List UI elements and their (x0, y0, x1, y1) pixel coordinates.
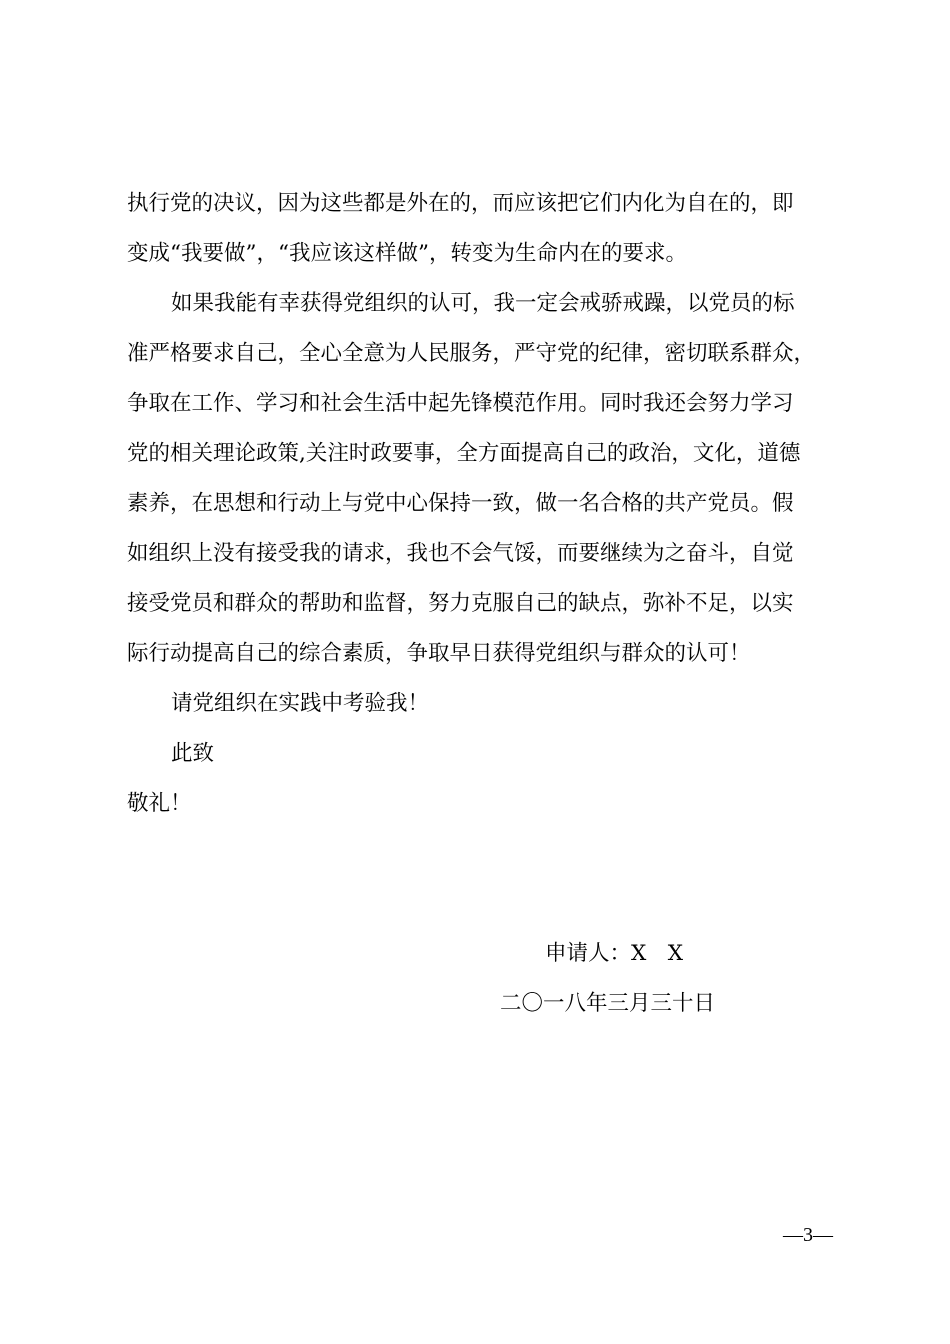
page-number: —3— (783, 1224, 833, 1246)
paragraph-2-line-6: 如组织上没有接受我的请求，我也不会气馁，而要继续为之奋斗，自觉 (127, 541, 794, 566)
paragraph-2-line-3: 争取在工作、学习和社会生活中起先锋模范作用。同时我还会努力学习 (127, 391, 794, 416)
paragraph-2-line-7: 接受党员和群众的帮助和监督，努力克服自己的缺点，弥补不足，以实 (127, 591, 794, 616)
closing-salutation-2: 敬礼！ (127, 791, 192, 816)
paragraph-2-line-8: 际行动提高自己的综合素质，争取早日获得党组织与群众的认可！ (127, 641, 751, 666)
paragraph-1-line-1: 执行党的决议，因为这些都是外在的，而应该把它们内化为自在的，即 (127, 191, 794, 216)
closing-salutation-1: 此致 (171, 741, 215, 766)
paragraph-2-line-5: 素养，在思想和行动上与党中心保持一致，做一名合格的共产党员。假 (127, 491, 794, 516)
paragraph-2-line-2: 准严格要求自己，全心全意为人民服务，严守党的纪律，密切联系群众， (127, 341, 816, 366)
closing-request: 请党组织在实践中考验我！ (171, 691, 430, 716)
applicant-signature: 申请人：X X (545, 941, 684, 966)
paragraph-2-line-4: 党的相关理论政策,关注时政要事，全方面提高自己的政治，文化，道德 (127, 441, 801, 466)
application-date: 二〇一八年三月三十日 (500, 991, 716, 1016)
paragraph-2-line-1: 如果我能有幸获得党组织的认可，我一定会戒骄戒躁，以党员的标 (171, 291, 795, 316)
paragraph-1-line-2: 变成“我要做”，“我应该这样做”，转变为生命内在的要求。 (127, 241, 687, 266)
